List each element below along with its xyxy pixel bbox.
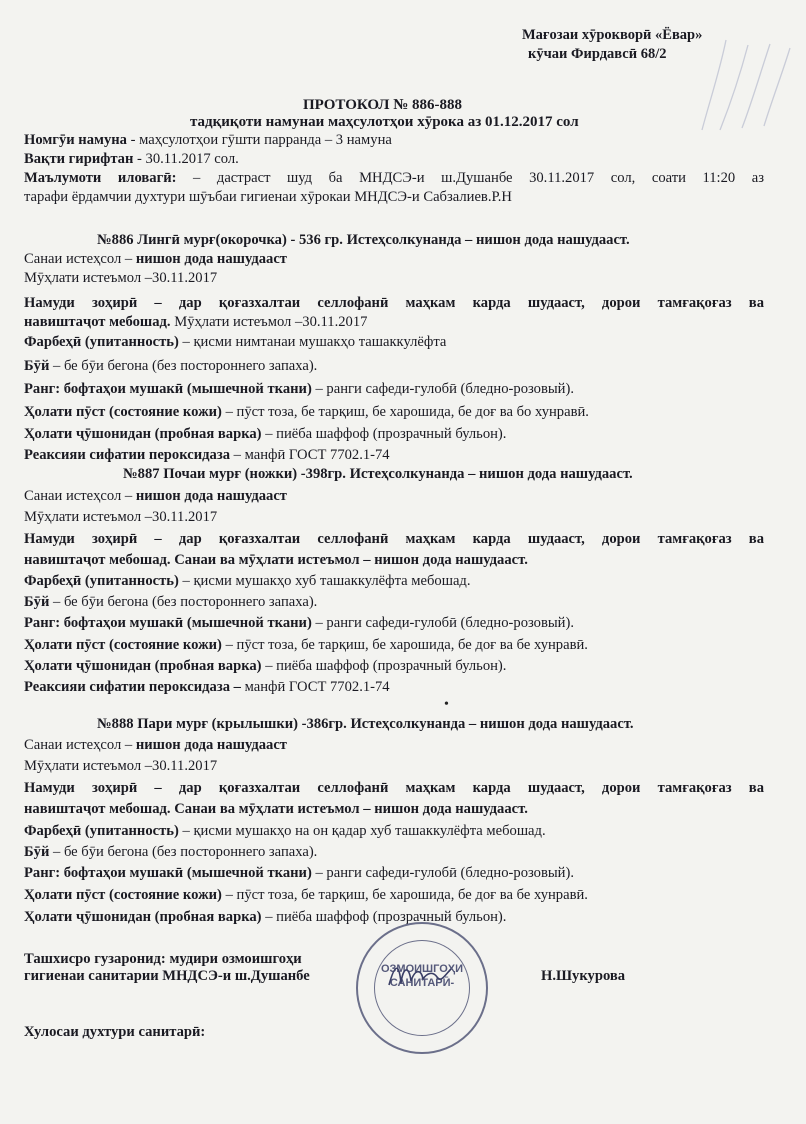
skin-886 bbox=[24, 403, 589, 421]
appearance-888-line2: навиштаҷот мебошад. Санаи ва мӯҳлати истеъмол – нишон дода нашудааст. bbox=[24, 801, 528, 817]
info-line-1 bbox=[24, 169, 764, 187]
smell-label: Бӯй bbox=[24, 844, 50, 860]
color-label: Ранг: бофтаҳои мушакӣ (мышечной ткани) bbox=[24, 615, 312, 631]
taken-label: Вақти гирифтан bbox=[24, 151, 134, 167]
smell-887 bbox=[24, 593, 317, 611]
prod-date-888 bbox=[24, 736, 287, 754]
skin-888 bbox=[24, 886, 588, 904]
prod-date-label: Санаи истеҳсол – bbox=[24, 488, 136, 504]
appearance-bold: навиштаҷот мебошад. bbox=[24, 314, 171, 330]
expiry-887: Мӯҳлати истеъмол –30.11.2017 bbox=[24, 509, 218, 525]
verifier-line-1: Ташхисро гузаронид: мудири озмоишгоҳи bbox=[24, 951, 302, 967]
taken-value: - 30.11.2017 сол. bbox=[133, 151, 239, 167]
fatness-label: Фарбеҳӣ (упитанность) bbox=[24, 823, 179, 839]
perox-887 bbox=[24, 678, 390, 696]
sample-heading-888: №888 Пари мурғ (крылышки) -386гр. Истеҳсолкунанда – нишон дода нашудааст. bbox=[97, 716, 634, 732]
color-888 bbox=[24, 864, 574, 882]
skin-887 bbox=[24, 636, 588, 654]
boil-value: – пиёба шаффоф (прозрачный бульон). bbox=[261, 909, 507, 925]
perox-886 bbox=[24, 446, 390, 464]
verifier-name: Н.Шукурова bbox=[541, 968, 626, 984]
taken-line bbox=[24, 150, 239, 168]
color-886 bbox=[24, 380, 574, 398]
perox-value: манфӣ ГОСТ 7702.1-74 bbox=[240, 679, 390, 695]
signature bbox=[385, 955, 455, 995]
skin-value: – пӯст тоза, бе тарқиш, бе харошида, бе доғ ва бо хунравӣ. bbox=[221, 404, 589, 420]
info-value-1: – дастраст шуд ба МНДСЭ-и ш.Душанбе 30.11.2017 сол, соати 11:20 аз bbox=[176, 170, 764, 186]
sample-name-value: - маҳсулотҳои гӯшти парранда – 3 намуна bbox=[130, 132, 392, 148]
smell-888 bbox=[24, 843, 317, 861]
info-label: Маълумоти иловагӣ: bbox=[24, 170, 177, 186]
perox-label: Реаксияи сифатии пероксидаза – bbox=[24, 679, 241, 695]
store-address: кӯчаи Фирдавсӣ 68/2 bbox=[528, 46, 667, 62]
appearance-887-line1: Намуди зоҳирӣ – дар қоғазхалтаи селлофанӣ маҳкам карда шудааст, дорои тамғақоғаз ва bbox=[24, 531, 764, 547]
fatness-label: Фарбеҳӣ (упитанность) bbox=[24, 334, 179, 350]
smell-label: Бӯй bbox=[24, 358, 50, 374]
sample-name-line bbox=[24, 131, 392, 149]
fatness-887 bbox=[24, 572, 471, 590]
appearance-887-line2: навиштаҷот мебошад. Санаи ва мӯҳлати истеъмол – нишон дода нашудааст. bbox=[24, 552, 528, 568]
smell-886 bbox=[24, 357, 317, 375]
boil-label: Ҳолати ҷӯшонидан (пробная варка) bbox=[24, 909, 262, 925]
conclusion-label: Хулосаи духтури санитарӣ: bbox=[24, 1024, 206, 1040]
prod-date-label: Санаи истеҳсол – bbox=[24, 737, 136, 753]
appearance-886-line2 bbox=[24, 313, 367, 331]
boil-label: Ҳолати ҷӯшонидан (пробная варка) bbox=[24, 426, 262, 442]
sample-heading-886: №886 Лингӣ мурғ(окорочка) - 536 гр. Истеҳсолкунанда – нишон дода нашудааст. bbox=[97, 232, 630, 248]
color-value: – ранги сафеди-гулобӣ (бледно-розовый). bbox=[311, 615, 574, 631]
prod-date-886 bbox=[24, 250, 287, 268]
expiry-886: Мӯҳлати истеъмол –30.11.2017 bbox=[24, 270, 218, 286]
boil-886 bbox=[24, 425, 506, 443]
smell-label: Бӯй bbox=[24, 594, 50, 610]
skin-label: Ҳолати пӯст (состояние кожи) bbox=[24, 887, 222, 903]
appearance-888-line1: Намуди зоҳирӣ – дар қоғазхалтаи селлофанӣ маҳкам карда шудааст, дорои тамғақоғаз ва bbox=[24, 780, 764, 796]
fatness-value: – қисми нимтанаи мушакҳо ташаккулёфта bbox=[178, 334, 447, 350]
color-887 bbox=[24, 614, 574, 632]
perox-value: – манфӣ ГОСТ 7702.1-74 bbox=[230, 447, 390, 463]
sample-heading-887: №887 Почаи мурғ (ножки) -398гр. Истеҳсолкунанда – нишон дода нашудааст. bbox=[123, 466, 633, 482]
sample-name-label: Номгӯи намуна bbox=[24, 132, 127, 148]
perox-label: Реаксияи сифатии пероксидаза bbox=[24, 447, 230, 463]
pen-scribble bbox=[690, 30, 800, 140]
smell-value: – бе бӯи бегона (без постороннего запаха). bbox=[49, 844, 318, 860]
skin-label: Ҳолати пӯст (состояние кожи) bbox=[24, 637, 222, 653]
protocol-subtitle: тадқиқоти намунаи маҳсулотҳои хӯрока аз 01.12.2017 сол bbox=[190, 114, 579, 130]
stamp-line-1: ОЗМОИШГОҲИ bbox=[380, 963, 464, 975]
skin-label: Ҳолати пӯст (состояние кожи) bbox=[24, 404, 222, 420]
smell-value: – бе бӯи бегона (без постороннего запаха). bbox=[49, 358, 318, 374]
info-value-2: тарафи ёрдамчии духтури шӯъбаи гигиенаи хӯрокаи МНДСЭ-и Сабзалиев.Р.Н bbox=[24, 189, 512, 205]
boil-label: Ҳолати ҷӯшонидан (пробная варка) bbox=[24, 658, 262, 674]
color-label: Ранг: бофтаҳои мушакӣ (мышечной ткани) bbox=[24, 381, 312, 397]
skin-value: – пӯст тоза, бе тарқиш, бе харошида, бе доғ ва бе хунравӣ. bbox=[221, 887, 588, 903]
color-value: – ранги сафеди-гулобӣ (бледно-розовый). bbox=[311, 381, 574, 397]
fatness-label: Фарбеҳӣ (упитанность) bbox=[24, 573, 179, 589]
prod-date-label: Санаи истеҳсол – bbox=[24, 251, 136, 267]
stamp-line-2: САНИТАРӢ- bbox=[389, 977, 455, 989]
prod-date-value: нишон дода нашудааст bbox=[135, 488, 287, 504]
appearance-rest: Мӯҳлати истеъмол –30.11.2017 bbox=[170, 314, 368, 330]
ink-mark: • bbox=[444, 697, 449, 712]
appearance-886-line1: Намуди зоҳирӣ – дар қоғазхалтаи селлофанӣ маҳкам карда шудааст, дорои тамғақоғаз ва bbox=[24, 295, 764, 311]
boil-value: – пиёба шаффоф (прозрачный бульон). bbox=[261, 658, 507, 674]
fatness-888 bbox=[24, 822, 546, 840]
fatness-886 bbox=[24, 333, 446, 351]
fatness-value: – қисми мушакҳо хуб ташаккулёфта мебошад. bbox=[178, 573, 471, 589]
protocol-title: ПРОТОКОЛ № 886-888 bbox=[303, 97, 463, 113]
verifier-line-2: гигиенаи санитарии МНДСЭ-и ш.Душанбе bbox=[24, 968, 310, 984]
store-name: Мағозаи хӯрокворӣ «Ёвар» bbox=[522, 27, 703, 43]
color-label: Ранг: бофтаҳои мушакӣ (мышечной ткани) bbox=[24, 865, 312, 881]
prod-date-value: нишон дода нашудааст bbox=[135, 737, 287, 753]
expiry-888: Мӯҳлати истеъмол –30.11.2017 bbox=[24, 758, 218, 774]
smell-value: – бе бӯи бегона (без постороннего запаха). bbox=[49, 594, 318, 610]
prod-date-887 bbox=[24, 487, 287, 505]
boil-887 bbox=[24, 657, 506, 675]
boil-value: – пиёба шаффоф (прозрачный бульон). bbox=[261, 426, 507, 442]
color-value: – ранги сафеди-гулобӣ (бледно-розовый). bbox=[311, 865, 574, 881]
prod-date-value: нишон дода нашудааст bbox=[135, 251, 287, 267]
fatness-value: – қисми мушакҳо на он қадар хуб ташаккулёфта мебошад. bbox=[178, 823, 546, 839]
skin-value: – пӯст тоза, бе тарқиш, бе харошида, бе доғ ва бе хунравӣ. bbox=[221, 637, 588, 653]
